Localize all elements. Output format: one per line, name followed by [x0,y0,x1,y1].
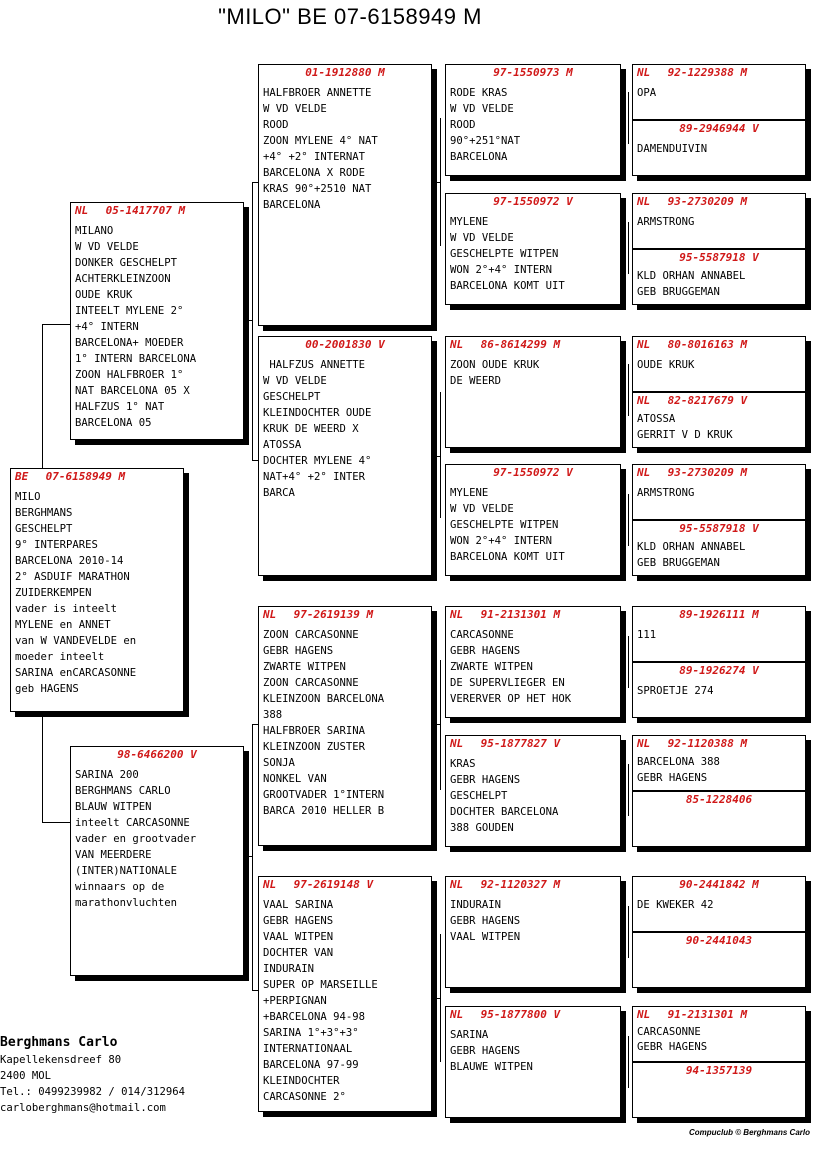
great-grandparent-card[interactable] [445,1006,621,1118]
card-line: MILANO [75,225,114,237]
card-line: INDURAIN [450,899,502,911]
ring-code: 91-2131301 M [480,608,561,621]
card-line: ZWARTE WITPEN [450,661,533,673]
ring-code: 86-8614299 M [480,338,561,351]
ggg-pair-card[interactable] [632,735,806,847]
ggg-pair-card[interactable] [632,336,806,448]
ring-number [633,607,805,623]
card-line: GESCHELPT [15,523,73,535]
card-line: 111 [637,629,657,641]
card-line: WON 2°+4° INTERN [450,264,553,276]
card-line: BARCELONA+ MOEDER [75,337,184,349]
ring-code: 93-2730209 M [667,466,748,479]
ggg-pair-card[interactable] [632,464,806,576]
ring-prefix: NL [637,394,651,407]
card-line: ROOD [263,119,289,131]
card-line: ROOD [450,119,476,131]
ring-prefix: NL [450,338,464,351]
ring-code: 94-1357139 [685,1064,753,1077]
ring-number [633,194,805,210]
card-text [633,481,805,501]
connector-line [432,456,440,457]
card-line: HALFZUS 1° NAT [75,401,165,413]
card-text [633,81,805,101]
card-line: W VD VELDE [263,375,327,387]
ring-prefix: NL [450,737,464,750]
card-text [633,266,805,300]
card-line: (INTER)NATIONALE [75,865,178,877]
card-line: OUDE KRUK [75,289,133,301]
connector-line [628,222,629,274]
card-text [446,210,620,294]
great-grandparent-card[interactable] [445,464,621,576]
ring-prefix: NL [450,1008,464,1021]
ring-code: 95-1877827 V [480,737,561,750]
ring-code: 97-2619148 V [293,878,374,891]
ring-code: 97-2619139 M [293,608,374,621]
ring-prefix: NL [75,204,89,217]
card-line: 388 [263,709,283,721]
card-text [446,893,620,945]
connector-line [42,324,43,470]
card-line: MYLENE [450,487,489,499]
card-text [633,137,805,157]
card-text [633,679,805,699]
ring-code: 82-8217679 V [667,394,748,407]
card-line: MILO [15,491,41,503]
card-line: DE KWEKER 42 [637,899,714,911]
card-line: INDURAIN [263,963,315,975]
ring-code: 98-6466200 V [117,748,197,761]
card-line: W VD VELDE [450,232,514,244]
great-grandparent-card[interactable] [445,193,621,305]
card-line: GESCHELPT [450,790,508,802]
footer-credit: Compuclub © Berghmans Carlo [688,1128,810,1137]
ring-number [633,337,805,353]
ring-prefix: NL [450,878,464,891]
ring-prefix: NL [637,466,651,479]
card-text [71,763,243,911]
owner-block [0,1034,185,1116]
ggg-pair-card[interactable] [632,606,806,718]
ring-code: 85-1228406 [685,793,753,806]
card-line: GEBR HAGENS [263,645,334,657]
great-grandparent-card[interactable] [445,606,621,718]
card-text [446,752,620,836]
grandparent-card[interactable] [258,64,432,326]
connector-line [42,712,43,822]
card-text [633,210,805,230]
ggg-pair-card[interactable] [632,1006,806,1118]
connector-line [628,764,629,816]
ring-code: 95-5587918 V [679,251,759,264]
card-line: 90°+251°NAT [450,135,521,147]
owner-email: carloberghmans@hotmail.com [0,1102,166,1114]
card-line: KLEINZOON BARCELONA [263,693,385,705]
card-text [446,481,620,565]
card-line: GEBR HAGENS [450,645,521,657]
connector-line [440,934,441,1062]
card-line: 9° INTERPARES [15,539,98,551]
card-text [633,1023,805,1055]
ring-code: 90-2441043 [685,934,753,947]
card-line: SARINA enCARCASONNE [15,667,137,679]
ggg-pair-bottom [633,931,805,987]
card-line: van W VANDEVELDE en [15,635,137,647]
ggg-pair-bottom [633,119,805,175]
card-text [446,353,620,389]
card-text [259,893,431,1105]
great-grandparent-card[interactable] [445,336,621,448]
ring-number [633,65,805,81]
ring-number [446,607,620,623]
card-line: 388 GOUDEN [450,822,514,834]
subject-card[interactable] [10,468,184,712]
ring-code: 07-6158949 M [45,470,126,483]
ring-number [633,1063,805,1079]
card-line: BARCELONA [263,199,321,211]
card-text [446,81,620,165]
ring-number [446,465,620,481]
ring-code: 89-1926274 V [679,664,759,677]
grandparent-card[interactable] [258,336,432,576]
card-text [633,409,805,443]
ring-number [633,1007,805,1023]
ring-code: 95-1877800 V [480,1008,561,1021]
ring-code: 80-8016163 M [667,338,748,351]
card-line: INTEELT MYLENE 2° [75,305,184,317]
ring-code: 93-2730209 M [667,195,748,208]
card-line: VERERVER OP HET HOK [450,693,572,705]
card-line: DOCHTER VAN [263,947,334,959]
ring-number [446,1007,620,1023]
card-text [446,623,620,707]
connector-line [628,636,629,688]
ring-code: 90-2441842 M [679,878,759,891]
connector-line [252,182,253,460]
card-line: GEBR HAGENS [637,772,708,784]
ring-code: 92-1120327 M [480,878,561,891]
connector-line [628,494,629,546]
card-line: BARCELONA KOMT UIT [450,280,565,292]
card-text [633,537,805,571]
card-text [633,752,805,786]
card-text [11,485,183,697]
card-line: SONJA [263,757,295,769]
great-grandparent-card[interactable] [445,735,621,847]
card-line: VAAL WITPEN [450,931,521,943]
ggg-pair-bottom [633,1061,805,1117]
card-line: NONKEL VAN [263,773,327,785]
ring-number [446,194,620,210]
connector-line [440,392,441,518]
card-text [259,81,431,213]
grandparent-card[interactable] [258,876,432,1112]
card-line: BARCELONA X RODE [263,167,366,179]
card-line: SARINA [450,1029,489,1041]
card-line: GEBR HAGENS [450,774,521,786]
connector-line [42,324,70,325]
ring-number [633,933,805,949]
card-line: SARINA 1°+3°+3° [263,1027,359,1039]
card-line: INTERNATIONAAL [263,1043,353,1055]
card-line: VAAL SARINA [263,899,334,911]
card-text [259,623,431,819]
ring-code: 89-2946944 V [679,122,759,135]
card-line: BARCELONA 05 [75,417,152,429]
connector-line [440,660,441,790]
ring-code: 97-1550972 V [493,466,573,479]
card-line: BARCA [263,487,295,499]
ring-number [633,521,805,537]
card-line: MYLENE en ANNET [15,619,111,631]
card-line: BARCELONA 2010-14 [15,555,124,567]
ring-number [633,736,805,752]
card-line: vader en grootvader [75,833,197,845]
card-line: BLAUW WITPEN [75,801,152,813]
connector-line [42,822,70,823]
card-line: ARMSTRONG [637,216,695,228]
card-line: CARCASONNE 2° [263,1091,346,1103]
connector-line [432,182,440,183]
card-line: GERRIT V D KRUK [637,429,733,441]
card-line: KLEINDOCHTER OUDE [263,407,372,419]
ring-number [633,663,805,679]
card-line: KRAS 90°+2510 NAT [263,183,372,195]
card-line: HALFBROER SARINA [263,725,366,737]
ggg-pair-bottom [633,790,805,846]
ring-number [633,121,805,137]
ring-code: 89-1926111 M [679,608,759,621]
ring-number [259,877,431,893]
card-line: W VD VELDE [75,241,139,253]
ring-number [11,469,183,485]
card-line: DAMENDUIVIN [637,143,708,155]
card-line: BARCA 2010 HELLER B [263,805,385,817]
card-line: 2° ASDUIF MARATHON [15,571,130,583]
ring-number [633,393,805,409]
card-line: ATOSSA [263,439,302,451]
card-line: GEBR HAGENS [450,1045,521,1057]
card-line: BARCELONA 388 [637,756,720,768]
card-line: GEB BRUGGEMAN [637,286,720,298]
connector-line [628,1036,629,1088]
card-line: DOCHTER BARCELONA [450,806,559,818]
connector-line [628,906,629,958]
connector-line [628,364,629,416]
card-line: BARCELONA [450,151,508,163]
connector-line [432,998,440,999]
card-line: moeder inteelt [15,651,105,663]
ring-number [446,877,620,893]
card-line: GEBR HAGENS [263,915,334,927]
connector-line [432,724,440,725]
ggg-pair-card[interactable] [632,64,806,176]
ggg-pair-card[interactable] [632,193,806,305]
card-line: ZOON MYLENE 4° NAT [263,135,378,147]
ring-prefix: NL [637,338,651,351]
ring-code: 05-1417707 M [105,204,186,217]
dam-card[interactable] [70,746,244,976]
page-title: "MILO" BE 07-6158949 M [218,4,482,29]
owner-city: 2400 MOL [0,1070,52,1082]
card-text [71,219,243,431]
card-line: ZOON OUDE KRUK [450,359,540,371]
card-line: ZWARTE WITPEN [263,661,346,673]
card-line: W VD VELDE [450,103,514,115]
ring-number [446,736,620,752]
card-line: DOCHTER MYLENE 4° [263,455,372,467]
card-line: BERGHMANS [15,507,73,519]
ring-code: 95-5587918 V [679,522,759,535]
card-line: OPA [637,87,657,99]
ring-prefix: NL [263,878,277,891]
card-line: NAT+4° +2° INTER [263,471,366,483]
card-line: ZUIDERKEMPEN [15,587,92,599]
card-line: WON 2°+4° INTERN [450,535,553,547]
card-line: MYLENE [450,216,489,228]
ring-number [71,747,243,763]
grandparent-card[interactable] [258,606,432,846]
card-line: BLAUWE WITPEN [450,1061,533,1073]
card-line: geb HAGENS [15,683,79,695]
great-grandparent-card[interactable] [445,876,621,988]
card-line: GESCHELPT [263,391,321,403]
card-line: SUPER OP MARSEILLE [263,979,378,991]
card-line: HALFZUS ANNETTE [263,359,366,371]
connector-line [628,92,629,144]
card-text [259,353,431,501]
card-line: KLEINZOON ZUSTER [263,741,366,753]
ring-prefix: NL [637,737,651,750]
card-line: GEBR HAGENS [637,1041,708,1053]
ring-code: 97-1550973 M [493,66,573,79]
card-line: HALFBROER ANNETTE [263,87,372,99]
owner-name: Berghmans Carlo [0,1035,118,1050]
owner-address: Kapellekensdreef 80 [0,1054,122,1066]
ring-code: 97-1550972 V [493,195,573,208]
card-line: GROOTVADER 1°INTERN [263,789,385,801]
ring-prefix: NL [637,195,651,208]
sire-card[interactable] [70,202,244,440]
ring-prefix: NL [263,608,277,621]
card-line: SPROETJE 274 [637,685,714,697]
card-line: KLEINDOCHTER [263,1075,340,1087]
ring-prefix: NL [637,66,651,79]
card-line: W VD VELDE [263,103,327,115]
ring-number [446,337,620,353]
ggg-pair-bottom [633,519,805,575]
ring-prefix: BE [15,470,29,483]
card-line: KRAS [450,758,476,770]
card-text [446,1023,620,1075]
ring-prefix: NL [637,1008,651,1021]
card-line: CARCASONNE [450,629,514,641]
card-line: NAT BARCELONA 05 X [75,385,190,397]
ring-number [446,65,620,81]
card-line: ATOSSA [637,413,676,425]
card-line: VAN MEERDERE [75,849,152,861]
ggg-pair-bottom [633,248,805,304]
great-grandparent-card[interactable] [445,64,621,176]
ring-number [633,877,805,893]
card-line: KLD ORHAN ANNABEL [637,541,746,553]
card-text [633,893,805,913]
ring-number [633,250,805,266]
card-line: W VD VELDE [450,503,514,515]
card-line: OUDE KRUK [637,359,695,371]
card-line: +BARCELONA 94-98 [263,1011,366,1023]
ring-code: 91-2131301 M [667,1008,748,1021]
card-line: GEB BRUGGEMAN [637,557,720,569]
card-line: ZOON HALFBROER 1° [75,369,184,381]
card-text [633,623,805,643]
card-line: vader is inteelt [15,603,118,615]
ggg-pair-card[interactable] [632,876,806,988]
card-line: 1° INTERN BARCELONA [75,353,197,365]
ring-number [259,65,431,81]
card-line: VAAL WITPEN [263,931,334,943]
card-line: BARCELONA KOMT UIT [450,551,565,563]
card-line: DONKER GESCHELPT [75,257,178,269]
card-line: +4° INTERN [75,321,139,333]
connector-line [252,724,253,990]
card-text [633,353,805,373]
owner-phone: Tel.: 0499239982 / 014/312964 [0,1086,185,1098]
card-line: +PERPIGNAN [263,995,327,1007]
ring-number [71,203,243,219]
ggg-pair-bottom [633,661,805,717]
ring-number [633,465,805,481]
ring-code: 00-2001830 V [305,338,385,351]
card-line: GESCHELPTE WITPEN [450,519,559,531]
ggg-pair-bottom [633,391,805,447]
card-line: DE WEERD [450,375,502,387]
connector-line [244,856,252,857]
card-line: ARMSTRONG [637,487,695,499]
ring-prefix: NL [450,608,464,621]
card-line: KRUK DE WEERD X [263,423,359,435]
ring-code: 92-1229388 M [667,66,748,79]
card-line: KLD ORHAN ANNABEL [637,270,746,282]
card-line: RODE KRAS [450,87,508,99]
card-line: SARINA 200 [75,769,139,781]
ring-number [633,792,805,808]
card-line: marathonvluchten [75,897,178,909]
connector-line [440,118,441,246]
card-line: BARCELONA 97-99 [263,1059,359,1071]
ring-code: 01-1912880 M [305,66,385,79]
card-line: CARCASONNE [637,1026,701,1038]
card-line: ZOON CARCASONNE [263,629,359,641]
ring-number [259,607,431,623]
card-line: GEBR HAGENS [450,915,521,927]
card-line: +4° +2° INTERNAT [263,151,366,163]
card-line: DE SUPERVLIEGER EN [450,677,565,689]
card-line: ACHTERKLEINZOON [75,273,171,285]
card-line: inteelt CARCASONNE [75,817,190,829]
ring-number [259,337,431,353]
card-line: ZOON CARCASONNE [263,677,359,689]
card-line: winnaars op de [75,881,165,893]
card-line: BERGHMANS CARLO [75,785,171,797]
connector-line [244,320,252,321]
ring-code: 92-1120388 M [667,737,748,750]
card-line: GESCHELPTE WITPEN [450,248,559,260]
